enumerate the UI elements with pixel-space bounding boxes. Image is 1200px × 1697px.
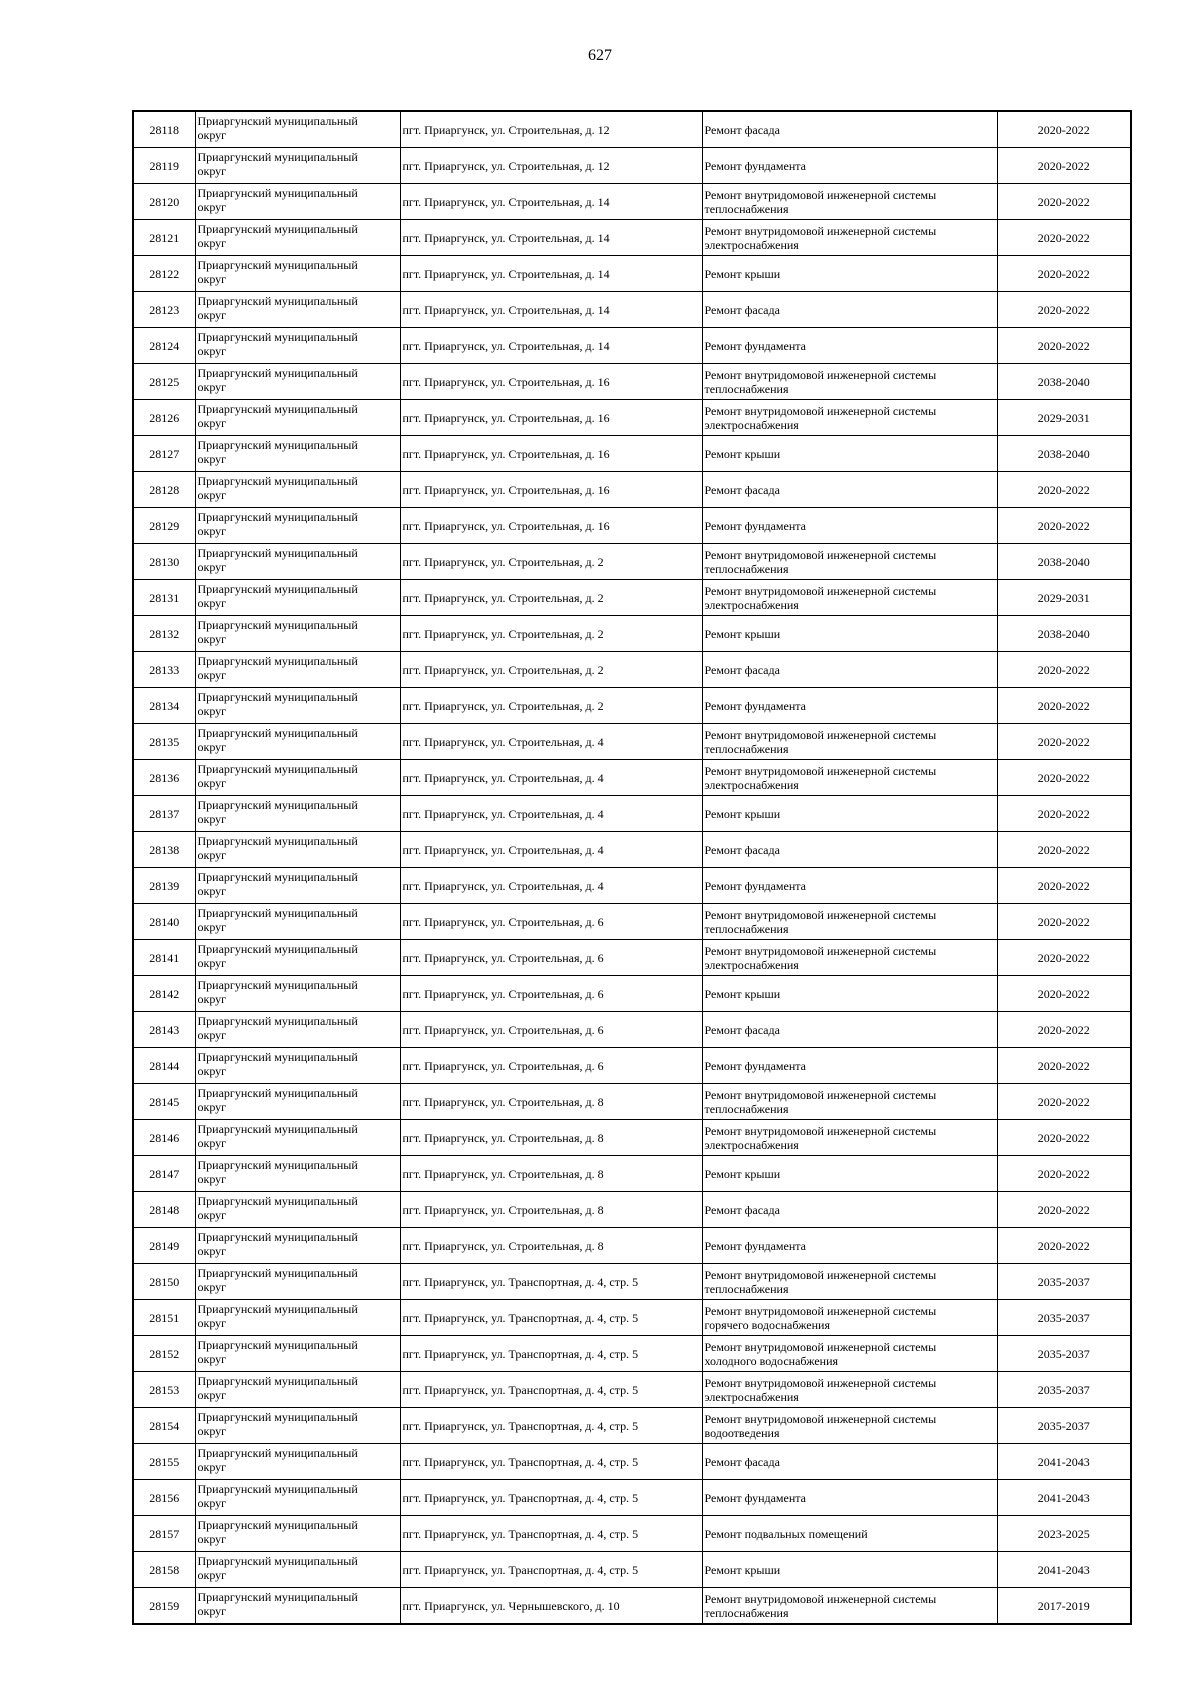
work-type-cell: Ремонт крыши	[702, 616, 997, 652]
years-cell: 2020-2022	[997, 1084, 1131, 1120]
work-type-cell: Ремонт крыши	[702, 1156, 997, 1192]
row-number-cell: 28118	[133, 111, 195, 148]
years-cell: 2020-2022	[997, 184, 1131, 220]
row-number-cell: 28151	[133, 1300, 195, 1336]
work-type-cell: Ремонт внутридомовой инженерной системы холодного водоснабжения	[702, 1336, 997, 1372]
work-type-cell: Ремонт внутридомовой инженерной системы теплоснабжения	[702, 364, 997, 400]
address-cell: пгт. Приаргунск, ул. Транспортная, д. 4, стр. 5	[400, 1264, 702, 1300]
address-cell: пгт. Приаргунск, ул. Транспортная, д. 4, стр. 5	[400, 1372, 702, 1408]
district-cell: Приаргунский муниципальный округ	[195, 832, 400, 868]
district-cell: Приаргунский муниципальный округ	[195, 1228, 400, 1264]
address-cell: пгт. Приаргунск, ул. Транспортная, д. 4, стр. 5	[400, 1408, 702, 1444]
address-cell: пгт. Приаргунск, ул. Строительная, д. 14	[400, 256, 702, 292]
row-number-cell: 28123	[133, 292, 195, 328]
row-number-cell: 28150	[133, 1264, 195, 1300]
table-row	[133, 1300, 1131, 1336]
address-cell: пгт. Приаргунск, ул. Строительная, д. 8	[400, 1228, 702, 1264]
address-cell: пгт. Приаргунск, ул. Строительная, д. 14	[400, 292, 702, 328]
table-row	[133, 940, 1131, 976]
work-type-cell: Ремонт крыши	[702, 436, 997, 472]
district-cell: Приаргунский муниципальный округ	[195, 1408, 400, 1444]
table-row	[133, 796, 1131, 832]
years-cell: 2035-2037	[997, 1300, 1131, 1336]
district-cell: Приаргунский муниципальный округ	[195, 1480, 400, 1516]
district-cell: Приаргунский муниципальный округ	[195, 1372, 400, 1408]
district-cell: Приаргунский муниципальный округ	[195, 1516, 400, 1552]
row-number-cell: 28127	[133, 436, 195, 472]
row-number-cell: 28135	[133, 724, 195, 760]
work-type-cell: Ремонт фундамента	[702, 148, 997, 184]
years-cell: 2020-2022	[997, 1120, 1131, 1156]
work-type-cell: Ремонт внутридомовой инженерной системы теплоснабжения	[702, 1588, 997, 1625]
row-number-cell: 28129	[133, 508, 195, 544]
address-cell: пгт. Приаргунск, ул. Строительная, д. 8	[400, 1084, 702, 1120]
work-type-cell: Ремонт фундамента	[702, 328, 997, 364]
table-row	[133, 1444, 1131, 1480]
years-cell: 2017-2019	[997, 1588, 1131, 1625]
address-cell: пгт. Приаргунск, ул. Транспортная, д. 4, стр. 5	[400, 1300, 702, 1336]
district-cell: Приаргунский муниципальный округ	[195, 796, 400, 832]
work-type-cell: Ремонт фундамента	[702, 1048, 997, 1084]
years-cell: 2041-2043	[997, 1480, 1131, 1516]
district-cell: Приаргунский муниципальный округ	[195, 688, 400, 724]
work-type-cell: Ремонт внутридомовой инженерной системы электроснабжения	[702, 220, 997, 256]
district-cell: Приаргунский муниципальный округ	[195, 1300, 400, 1336]
district-cell: Приаргунский муниципальный округ	[195, 184, 400, 220]
work-type-cell: Ремонт крыши	[702, 256, 997, 292]
work-type-cell: Ремонт внутридомовой инженерной системы электроснабжения	[702, 400, 997, 436]
years-cell: 2041-2043	[997, 1552, 1131, 1588]
address-cell: пгт. Приаргунск, ул. Строительная, д. 2	[400, 688, 702, 724]
address-cell: пгт. Приаргунск, ул. Транспортная, д. 4, стр. 5	[400, 1516, 702, 1552]
district-cell: Приаргунский муниципальный округ	[195, 1552, 400, 1588]
district-cell: Приаргунский муниципальный округ	[195, 1084, 400, 1120]
row-number-cell: 28132	[133, 616, 195, 652]
table-row	[133, 1048, 1131, 1084]
work-type-cell: Ремонт фундамента	[702, 508, 997, 544]
address-cell: пгт. Приаргунск, ул. Строительная, д. 6	[400, 940, 702, 976]
table-row	[133, 220, 1131, 256]
address-cell: пгт. Приаргунск, ул. Строительная, д. 8	[400, 1120, 702, 1156]
district-cell: Приаргунский муниципальный округ	[195, 472, 400, 508]
years-cell: 2020-2022	[997, 940, 1131, 976]
address-cell: пгт. Приаргунск, ул. Строительная, д. 16	[400, 364, 702, 400]
address-cell: пгт. Приаргунск, ул. Строительная, д. 6	[400, 1048, 702, 1084]
years-cell: 2020-2022	[997, 1012, 1131, 1048]
row-number-cell: 28120	[133, 184, 195, 220]
table-row	[133, 724, 1131, 760]
years-cell: 2020-2022	[997, 1156, 1131, 1192]
row-number-cell: 28140	[133, 904, 195, 940]
row-number-cell: 28154	[133, 1408, 195, 1444]
row-number-cell: 28134	[133, 688, 195, 724]
table-row	[133, 868, 1131, 904]
row-number-cell: 28121	[133, 220, 195, 256]
address-cell: пгт. Приаргунск, ул. Строительная, д. 8	[400, 1156, 702, 1192]
address-cell: пгт. Приаргунск, ул. Строительная, д. 2	[400, 544, 702, 580]
address-cell: пгт. Приаргунск, ул. Строительная, д. 4	[400, 724, 702, 760]
page-number: 627	[588, 47, 612, 64]
table-row	[133, 292, 1131, 328]
address-cell: пгт. Приаргунск, ул. Строительная, д. 4	[400, 760, 702, 796]
work-type-cell: Ремонт внутридомовой инженерной системы электроснабжения	[702, 760, 997, 796]
table-row	[133, 1552, 1131, 1588]
row-number-cell: 28119	[133, 148, 195, 184]
address-cell: пгт. Приаргунск, ул. Строительная, д. 14	[400, 328, 702, 364]
address-cell: пгт. Приаргунск, ул. Строительная, д. 12	[400, 111, 702, 148]
district-cell: Приаргунский муниципальный округ	[195, 328, 400, 364]
table-row	[133, 904, 1131, 940]
district-cell: Приаргунский муниципальный округ	[195, 111, 400, 148]
table-row	[133, 616, 1131, 652]
address-cell: пгт. Приаргунск, ул. Строительная, д. 2	[400, 652, 702, 688]
row-number-cell: 28143	[133, 1012, 195, 1048]
years-cell: 2035-2037	[997, 1408, 1131, 1444]
work-type-cell: Ремонт фасада	[702, 1444, 997, 1480]
address-cell: пгт. Приаргунск, ул. Строительная, д. 16	[400, 472, 702, 508]
table-row	[133, 1084, 1131, 1120]
years-cell: 2020-2022	[997, 328, 1131, 364]
work-type-cell: Ремонт подвальных помещений	[702, 1516, 997, 1552]
work-type-cell: Ремонт фасада	[702, 111, 997, 148]
table-row	[133, 1588, 1131, 1625]
address-cell: пгт. Приаргунск, ул. Транспортная, д. 4, стр. 5	[400, 1552, 702, 1588]
years-cell: 2020-2022	[997, 111, 1131, 148]
district-cell: Приаргунский муниципальный округ	[195, 1336, 400, 1372]
table-row	[133, 1012, 1131, 1048]
years-cell: 2020-2022	[997, 1228, 1131, 1264]
district-cell: Приаргунский муниципальный округ	[195, 1012, 400, 1048]
table-row	[133, 1336, 1131, 1372]
table-row	[133, 652, 1131, 688]
years-cell: 2038-2040	[997, 364, 1131, 400]
table-row	[133, 760, 1131, 796]
row-number-cell: 28149	[133, 1228, 195, 1264]
address-cell: пгт. Приаргунск, ул. Транспортная, д. 4, стр. 5	[400, 1480, 702, 1516]
table-row	[133, 688, 1131, 724]
table-row	[133, 1192, 1131, 1228]
row-number-cell: 28156	[133, 1480, 195, 1516]
work-type-cell: Ремонт крыши	[702, 1552, 997, 1588]
work-type-cell: Ремонт фасада	[702, 832, 997, 868]
district-cell: Приаргунский муниципальный округ	[195, 1444, 400, 1480]
district-cell: Приаргунский муниципальный округ	[195, 400, 400, 436]
district-cell: Приаргунский муниципальный округ	[195, 1048, 400, 1084]
row-number-cell: 28145	[133, 1084, 195, 1120]
years-cell: 2035-2037	[997, 1372, 1131, 1408]
address-cell: пгт. Приаргунск, ул. Строительная, д. 4	[400, 868, 702, 904]
district-cell: Приаргунский муниципальный округ	[195, 544, 400, 580]
table-row	[133, 111, 1131, 148]
address-cell: пгт. Приаргунск, ул. Строительная, д. 8	[400, 1192, 702, 1228]
table-row	[133, 1516, 1131, 1552]
row-number-cell: 28138	[133, 832, 195, 868]
table-row	[133, 400, 1131, 436]
work-type-cell: Ремонт внутридомовой инженерной системы теплоснабжения	[702, 724, 997, 760]
row-number-cell: 28147	[133, 1156, 195, 1192]
district-cell: Приаргунский муниципальный округ	[195, 148, 400, 184]
row-number-cell: 28155	[133, 1444, 195, 1480]
work-type-cell: Ремонт фундамента	[702, 1480, 997, 1516]
district-cell: Приаргунский муниципальный округ	[195, 292, 400, 328]
row-number-cell: 28157	[133, 1516, 195, 1552]
work-type-cell: Ремонт внутридомовой инженерной системы электроснабжения	[702, 580, 997, 616]
row-number-cell: 28125	[133, 364, 195, 400]
district-cell: Приаргунский муниципальный округ	[195, 256, 400, 292]
row-number-cell: 28144	[133, 1048, 195, 1084]
row-number-cell: 28136	[133, 760, 195, 796]
years-cell: 2020-2022	[997, 220, 1131, 256]
address-cell: пгт. Приаргунск, ул. Строительная, д. 2	[400, 616, 702, 652]
years-cell: 2020-2022	[997, 148, 1131, 184]
work-type-cell: Ремонт фасада	[702, 1192, 997, 1228]
address-cell: пгт. Приаргунск, ул. Транспортная, д. 4, стр. 5	[400, 1444, 702, 1480]
district-cell: Приаргунский муниципальный округ	[195, 724, 400, 760]
district-cell: Приаргунский муниципальный округ	[195, 508, 400, 544]
years-cell: 2020-2022	[997, 724, 1131, 760]
row-number-cell: 28128	[133, 472, 195, 508]
years-cell: 2035-2037	[997, 1264, 1131, 1300]
work-type-cell: Ремонт внутридомовой инженерной системы электроснабжения	[702, 1120, 997, 1156]
table-row	[133, 580, 1131, 616]
table-row	[133, 328, 1131, 364]
years-cell: 2035-2037	[997, 1336, 1131, 1372]
address-cell: пгт. Приаргунск, ул. Строительная, д. 16	[400, 436, 702, 472]
row-number-cell: 28130	[133, 544, 195, 580]
district-cell: Приаргунский муниципальный округ	[195, 436, 400, 472]
row-number-cell: 28137	[133, 796, 195, 832]
table-row	[133, 832, 1131, 868]
address-cell: пгт. Приаргунск, ул. Строительная, д. 16	[400, 400, 702, 436]
years-cell: 2029-2031	[997, 400, 1131, 436]
address-cell: пгт. Приаргунск, ул. Строительная, д. 14	[400, 220, 702, 256]
table-row	[133, 1228, 1131, 1264]
address-cell: пгт. Приаргунск, ул. Чернышевского, д. 10	[400, 1588, 702, 1625]
table-row	[133, 976, 1131, 1012]
years-cell: 2020-2022	[997, 1192, 1131, 1228]
district-cell: Приаргунский муниципальный округ	[195, 616, 400, 652]
address-cell: пгт. Приаргунск, ул. Строительная, д. 6	[400, 904, 702, 940]
row-number-cell: 28141	[133, 940, 195, 976]
years-cell: 2023-2025	[997, 1516, 1131, 1552]
district-cell: Приаргунский муниципальный округ	[195, 364, 400, 400]
address-cell: пгт. Приаргунск, ул. Строительная, д. 4	[400, 832, 702, 868]
table-row	[133, 1408, 1131, 1444]
district-cell: Приаргунский муниципальный округ	[195, 760, 400, 796]
years-cell: 2020-2022	[997, 508, 1131, 544]
table-row	[133, 544, 1131, 580]
district-cell: Приаргунский муниципальный округ	[195, 652, 400, 688]
work-type-cell: Ремонт внутридомовой инженерной системы водоотведения	[702, 1408, 997, 1444]
address-cell: пгт. Приаргунск, ул. Строительная, д. 12	[400, 148, 702, 184]
work-type-cell: Ремонт внутридомовой инженерной системы электроснабжения	[702, 1372, 997, 1408]
work-type-cell: Ремонт внутридомовой инженерной системы горячего водоснабжения	[702, 1300, 997, 1336]
work-type-cell: Ремонт фасада	[702, 292, 997, 328]
years-cell: 2038-2040	[997, 436, 1131, 472]
address-cell: пгт. Приаргунск, ул. Строительная, д. 4	[400, 796, 702, 832]
years-cell: 2020-2022	[997, 472, 1131, 508]
district-cell: Приаргунский муниципальный округ	[195, 1156, 400, 1192]
table-row	[133, 1120, 1131, 1156]
address-cell: пгт. Приаргунск, ул. Строительная, д. 16	[400, 508, 702, 544]
district-cell: Приаргунский муниципальный округ	[195, 940, 400, 976]
district-cell: Приаргунский муниципальный округ	[195, 868, 400, 904]
row-number-cell: 28142	[133, 976, 195, 1012]
table-row	[133, 1480, 1131, 1516]
table-body	[133, 111, 1131, 1624]
row-number-cell: 28158	[133, 1552, 195, 1588]
address-cell: пгт. Приаргунск, ул. Строительная, д. 6	[400, 1012, 702, 1048]
years-cell: 2038-2040	[997, 616, 1131, 652]
table-row	[133, 184, 1131, 220]
years-cell: 2020-2022	[997, 868, 1131, 904]
district-cell: Приаргунский муниципальный округ	[195, 904, 400, 940]
years-cell: 2020-2022	[997, 256, 1131, 292]
district-cell: Приаргунский муниципальный округ	[195, 1120, 400, 1156]
work-type-cell: Ремонт внутридомовой инженерной системы теплоснабжения	[702, 184, 997, 220]
work-type-cell: Ремонт фасада	[702, 652, 997, 688]
row-number-cell: 28131	[133, 580, 195, 616]
table-row	[133, 364, 1131, 400]
work-type-cell: Ремонт крыши	[702, 976, 997, 1012]
years-cell: 2041-2043	[997, 1444, 1131, 1480]
address-cell: пгт. Приаргунск, ул. Транспортная, д. 4, стр. 5	[400, 1336, 702, 1372]
years-cell: 2020-2022	[997, 760, 1131, 796]
row-number-cell: 28146	[133, 1120, 195, 1156]
district-cell: Приаргунский муниципальный округ	[195, 580, 400, 616]
table-row	[133, 508, 1131, 544]
years-cell: 2038-2040	[997, 544, 1131, 580]
table-row	[133, 436, 1131, 472]
work-type-cell: Ремонт внутридомовой инженерной системы теплоснабжения	[702, 904, 997, 940]
years-cell: 2020-2022	[997, 832, 1131, 868]
years-cell: 2020-2022	[997, 796, 1131, 832]
district-cell: Приаргунский муниципальный округ	[195, 1264, 400, 1300]
work-type-cell: Ремонт внутридомовой инженерной системы электроснабжения	[702, 940, 997, 976]
table-row	[133, 1372, 1131, 1408]
work-type-cell: Ремонт фасада	[702, 1012, 997, 1048]
district-cell: Приаргунский муниципальный округ	[195, 1192, 400, 1228]
row-number-cell: 28148	[133, 1192, 195, 1228]
row-number-cell: 28126	[133, 400, 195, 436]
work-type-cell: Ремонт крыши	[702, 796, 997, 832]
years-cell: 2020-2022	[997, 976, 1131, 1012]
row-number-cell: 28153	[133, 1372, 195, 1408]
address-cell: пгт. Приаргунск, ул. Строительная, д. 6	[400, 976, 702, 1012]
years-cell: 2020-2022	[997, 904, 1131, 940]
work-type-cell: Ремонт фундамента	[702, 1228, 997, 1264]
row-number-cell: 28159	[133, 1588, 195, 1625]
table-row	[133, 1264, 1131, 1300]
work-type-cell: Ремонт внутридомовой инженерной системы теплоснабжения	[702, 1084, 997, 1120]
address-cell: пгт. Приаргунск, ул. Строительная, д. 2	[400, 580, 702, 616]
work-type-cell: Ремонт внутридомовой инженерной системы теплоснабжения	[702, 1264, 997, 1300]
repair-schedule-table	[132, 110, 1132, 1625]
row-number-cell: 28139	[133, 868, 195, 904]
years-cell: 2029-2031	[997, 580, 1131, 616]
row-number-cell: 28122	[133, 256, 195, 292]
years-cell: 2020-2022	[997, 292, 1131, 328]
work-type-cell: Ремонт фундамента	[702, 868, 997, 904]
row-number-cell: 28124	[133, 328, 195, 364]
district-cell: Приаргунский муниципальный округ	[195, 976, 400, 1012]
table-row	[133, 1156, 1131, 1192]
work-type-cell: Ремонт фасада	[702, 472, 997, 508]
years-cell: 2020-2022	[997, 1048, 1131, 1084]
table-row	[133, 256, 1131, 292]
district-cell: Приаргунский муниципальный округ	[195, 220, 400, 256]
years-cell: 2020-2022	[997, 652, 1131, 688]
work-type-cell: Ремонт внутридомовой инженерной системы теплоснабжения	[702, 544, 997, 580]
address-cell: пгт. Приаргунск, ул. Строительная, д. 14	[400, 184, 702, 220]
table-row	[133, 148, 1131, 184]
row-number-cell: 28152	[133, 1336, 195, 1372]
years-cell: 2020-2022	[997, 688, 1131, 724]
district-cell: Приаргунский муниципальный округ	[195, 1588, 400, 1625]
work-type-cell: Ремонт фундамента	[702, 688, 997, 724]
row-number-cell: 28133	[133, 652, 195, 688]
table-row	[133, 472, 1131, 508]
